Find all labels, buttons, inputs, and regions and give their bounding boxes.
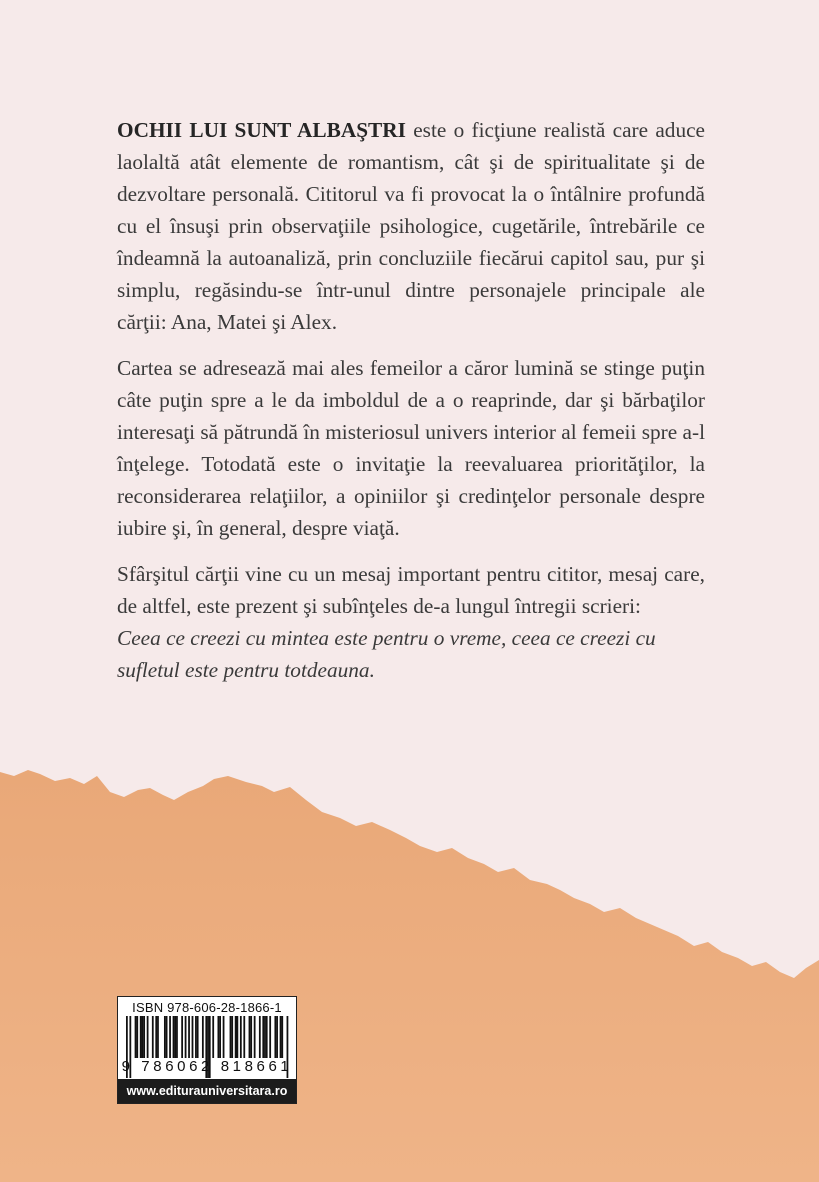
isbn-number: ISBN 978-606-28-1866-1 — [132, 1000, 282, 1015]
terrain-shape — [0, 770, 819, 1182]
barcode-bar — [266, 1016, 268, 1058]
barcode-bar — [259, 1016, 261, 1058]
barcode-bar — [140, 1016, 142, 1058]
barcode-bar — [195, 1016, 197, 1058]
barcode-bar — [236, 1016, 238, 1058]
barcode-bar — [281, 1016, 283, 1058]
barcode-bar — [217, 1016, 219, 1058]
barcode-bar — [136, 1016, 138, 1058]
barcode-bar — [192, 1016, 194, 1058]
book-title: OCHII LUI SUNT ALBAŞTRI — [117, 118, 406, 142]
barcode-bar — [166, 1016, 168, 1058]
barcode-bar — [230, 1016, 232, 1058]
barcode-bar — [254, 1016, 256, 1058]
barcode-bar — [202, 1016, 204, 1058]
barcode-bar — [219, 1016, 221, 1058]
barcode-bar — [276, 1016, 278, 1058]
blurb-paragraph-1-text: este o ficţiune realistă care aduce laolaltă atât elemente de romantism, cât şi de spiritualitate şi de dezvoltare personală. Cititorul va fi provocat la o întâlnire profundă cu el însuşi prin observaţiile psihologice, cugetările, întrebările ce îndeamnă la autoanaliză, prin concluziile fiecărui capitol sau, pur şi simplu, regăsindu-se într-unul dintre personajele principale ale cărţii: Ana, Matei şi Alex. — [117, 118, 705, 334]
barcode-bar — [197, 1016, 199, 1058]
barcode-bar — [243, 1016, 245, 1058]
barcode-bar — [231, 1016, 233, 1058]
barcode-bar — [147, 1016, 149, 1058]
barcode-bar — [135, 1016, 137, 1058]
barcode-bar — [250, 1016, 252, 1058]
barcode-bar — [185, 1016, 187, 1058]
barcode-bar — [164, 1016, 166, 1058]
barcode-digits: 9 786062 818661 — [121, 1058, 293, 1075]
barcode-bar — [174, 1016, 176, 1058]
barcode-bar — [142, 1016, 144, 1058]
blurb-paragraph-1 — [117, 114, 705, 338]
back-cover-blurb — [117, 114, 705, 700]
barcode-bar — [152, 1016, 154, 1058]
barcode-bar — [143, 1016, 145, 1058]
barcode-bar — [274, 1016, 276, 1058]
barcode-bar — [155, 1016, 157, 1058]
barcode-bar — [240, 1016, 242, 1058]
blurb-paragraph-3-text: Sfârşitul cărţii vine cu un mesaj important pentru cititor, mesaj care, de altfel, este prezent şi subînţeles de-a lungul întregii scrieri: — [117, 562, 705, 618]
barcode-bar — [176, 1016, 178, 1058]
barcode-bar — [269, 1016, 271, 1058]
barcode-bar — [157, 1016, 159, 1058]
blurb-paragraph-3 — [117, 558, 705, 686]
closing-quote: Ceea ce creezi cu mintea este pentru o vreme, ceea ce creezi cu sufletul este pentru totdeauna. — [117, 626, 656, 682]
blurb-paragraph-2: Cartea se adresează mai ales femeilor a căror lumină se stinge puţin câte puţin spre a le da imboldul de a o reaprinde, dar şi bărbaţilor interesaţi să pătrundă în misteriosul univers interior al femeii spre a-l înţelege. Totodată este o invitaţie la reevaluarea priorităţilor, la reconsiderarea relaţiilor, a opiniilor şi credinţelor personale despre iubire şi, în general, despre viaţă. — [117, 356, 705, 540]
barcode-bar — [188, 1016, 190, 1058]
barcode-bar — [262, 1016, 264, 1058]
barcode-bar — [280, 1016, 282, 1058]
barcode-bar — [212, 1016, 214, 1058]
barcode-bar — [249, 1016, 251, 1058]
barcode-bar — [169, 1016, 171, 1058]
isbn-barcode — [117, 996, 297, 1104]
publisher-website: www.editurauniversitara.ro — [118, 1079, 296, 1103]
barcode-bar — [223, 1016, 225, 1058]
barcode-bar — [264, 1016, 266, 1058]
barcode-bar — [181, 1016, 183, 1058]
barcode-bar — [173, 1016, 175, 1058]
barcode-bar — [235, 1016, 237, 1058]
